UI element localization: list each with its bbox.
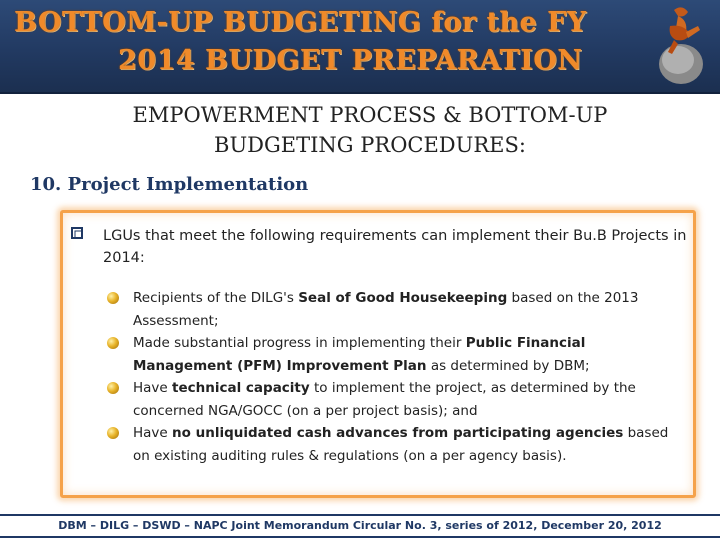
gold-sphere-bullet-icon	[107, 382, 119, 394]
title-banner	[0, 0, 720, 94]
item-text-post: based on existing auditing rules & regulations (on a per agency basis).	[133, 425, 669, 464]
slide-title-line1: BOTTOM-UP BUDGETING for the FY	[14, 7, 587, 38]
subtitle-line2: BUDGETING PROCEDURES:	[214, 133, 526, 157]
list-item	[99, 332, 689, 377]
item-text-pre: Have	[133, 425, 173, 441]
gold-sphere-bullet-icon	[107, 337, 119, 349]
subtitle-line1: EMPOWERMENT PROCESS & BOTTOM-UP	[132, 103, 608, 127]
item-text-pre: Have	[133, 380, 173, 396]
section-heading: 10. Project Implementation	[30, 174, 309, 195]
item-text-bold: no unliquidated cash advances from participating agencies	[172, 425, 624, 441]
list-item	[99, 377, 689, 422]
gold-sphere-bullet-icon	[107, 427, 119, 439]
requirements-list	[99, 287, 689, 467]
footer-citation: DBM – DILG – DSWD – NAPC Joint Memorandum Circular No. 3, series of 2012, December 20, 2012	[0, 514, 720, 538]
item-text-bold: Public Financial Management (PFM) Improvement Plan	[133, 335, 586, 374]
item-text-pre: Recipients of the DILG's	[133, 290, 299, 306]
list-item	[99, 422, 689, 467]
item-text-post: to implement the project, as determined by the concerned NGA/GOCC (on a per project basis); and	[133, 380, 636, 419]
requirements-box	[60, 210, 696, 498]
requirements-intro: LGUs that meet the following requirements can implement their Bu.B Projects in 2014:	[103, 228, 687, 266]
item-text-bold: Seal of Good Housekeeping	[298, 290, 508, 306]
item-text-pre: Made substantial progress in implementing their	[133, 335, 466, 351]
hollow-square-bullet-icon	[71, 227, 83, 239]
slide-title-line2: 2014 BUDGET PREPARATION	[118, 45, 583, 76]
figure-on-rock-logo-icon	[648, 2, 714, 90]
item-text-post: based on the 2013 Assessment;	[133, 290, 639, 329]
gold-sphere-bullet-icon	[107, 292, 119, 304]
slide-title	[0, 4, 650, 80]
slide-subtitle	[60, 100, 680, 160]
list-item	[99, 287, 689, 332]
item-text-bold: technical capacity	[172, 380, 310, 396]
item-text-post: as determined by DBM;	[426, 357, 590, 374]
